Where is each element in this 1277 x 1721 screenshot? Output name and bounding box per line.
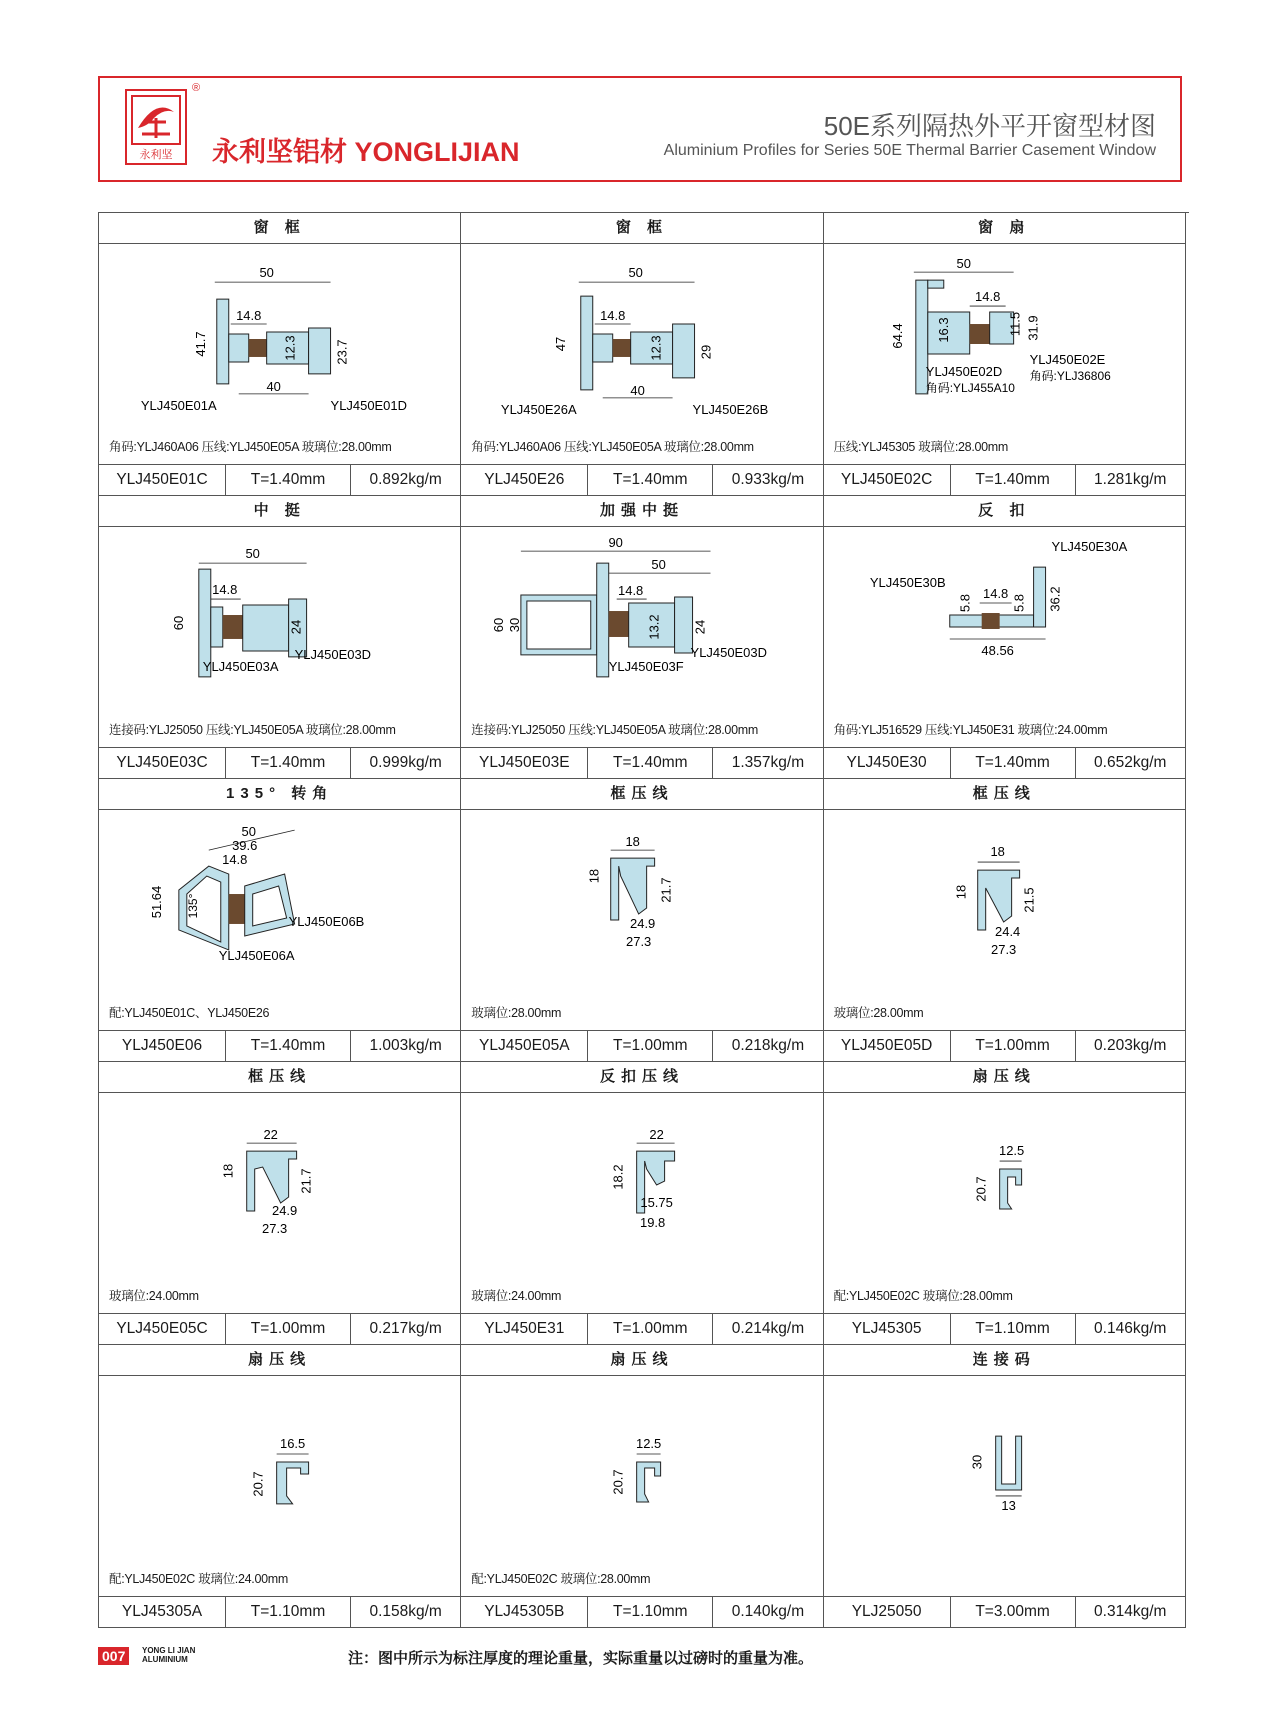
profile-code: YLJ450E30: [824, 748, 951, 778]
dim-label: 60: [491, 617, 507, 633]
dim-label: 11.5: [1007, 311, 1023, 337]
dim-label: 5.8: [1011, 594, 1027, 613]
cell-title: 框压线: [99, 1062, 460, 1093]
cell-note: 配:YLJ450E02C 玻璃位:28.00mm: [471, 1572, 651, 1586]
profile-drawing: [461, 1093, 822, 1283]
part-label: 角码:YLJ36806: [1029, 368, 1111, 383]
logo-text: 永利坚: [139, 149, 173, 161]
cell-title: 扇压线: [824, 1062, 1185, 1093]
cell-note: 压线:YLJ45305 玻璃位:28.00mm: [833, 440, 1009, 454]
profile-drawing: [461, 810, 822, 1000]
dim-label: 14.8: [236, 308, 262, 324]
spec-row: [461, 747, 822, 778]
dim-label: 14.8: [212, 582, 238, 598]
profile-code: YLJ450E01C: [99, 465, 226, 495]
dim-label: 21.5: [1021, 887, 1037, 913]
brand-name: 永利坚铝材 YONGLIJIAN: [212, 137, 520, 167]
spec-row: [824, 747, 1185, 778]
spec-row: [824, 1030, 1185, 1061]
cell-title: 扇压线: [461, 1345, 822, 1376]
dim-label: 16.3: [935, 317, 951, 343]
part-label: YLJ450E03D: [294, 646, 372, 662]
profile-thickness: T=1.10mm: [226, 1597, 351, 1627]
profile-thickness: T=1.00mm: [951, 1031, 1076, 1061]
cell-title: 反 扣: [824, 496, 1185, 527]
dim-label: 27.3: [262, 1220, 288, 1236]
profile-cell: [461, 1062, 823, 1345]
profile-drawing: [99, 1376, 460, 1566]
profile-thickness: T=1.10mm: [951, 1314, 1076, 1344]
profile-cell: [824, 496, 1186, 779]
profile-drawing: [461, 244, 822, 434]
grid-row: [99, 1062, 1189, 1345]
dim-label: 27.3: [990, 941, 1016, 957]
dim-label: 14.8: [974, 289, 1000, 305]
profile-cell: [824, 779, 1186, 1062]
cell-title: 框压线: [461, 779, 822, 810]
dim-label: 40: [630, 382, 646, 398]
profile-drawing: [824, 810, 1185, 1000]
dim-label: 14.8: [222, 852, 248, 868]
profile-cell: [99, 496, 461, 779]
dim-label: 12.3: [282, 335, 298, 361]
profile-drawing: [824, 527, 1185, 717]
part-label: YLJ450E02E: [1029, 351, 1105, 367]
profile-drawing: [99, 810, 460, 1000]
profile-weight: 0.933kg/m: [731, 471, 805, 488]
dim-label: 36.2: [1047, 586, 1063, 612]
grid-row: [99, 779, 1189, 1062]
brand-logo: [124, 88, 188, 166]
profile-thickness: T=1.10mm: [588, 1597, 713, 1627]
profile-thickness: T=1.40mm: [226, 1031, 351, 1061]
profile-weight: 0.140kg/m: [731, 1603, 805, 1620]
spec-row: [99, 1596, 460, 1627]
dim-label: 13.2: [646, 614, 662, 640]
dim-label: 20.7: [250, 1471, 266, 1497]
dim-label: 41.7: [192, 331, 208, 357]
profile-weight: 0.652kg/m: [1094, 754, 1167, 771]
cell-note: 角码:YLJ460A06 压线:YLJ450E05A 玻璃位:28.00mm: [471, 440, 754, 454]
cell-title: 窗 框: [461, 213, 822, 244]
dim-label: 12.3: [648, 335, 664, 361]
part-label: 角码:YLJ455A10: [925, 380, 1015, 395]
profile-weight: 0.892kg/m: [369, 471, 442, 488]
spec-row: [461, 1596, 822, 1627]
profile-code: YLJ450E06: [99, 1031, 226, 1061]
dim-label: 30: [507, 617, 523, 633]
dim-label: 24.4: [994, 923, 1020, 939]
page-number: 007: [98, 1647, 129, 1665]
spec-row: [99, 1313, 460, 1344]
profile-code: YLJ45305B: [461, 1597, 588, 1627]
page-footer: [98, 1645, 1188, 1669]
profile-drawing: [824, 244, 1185, 434]
profile-drawing: [824, 1376, 1185, 1566]
dim-label: 12.5: [636, 1436, 662, 1452]
profile-weight: 0.146kg/m: [1094, 1320, 1167, 1337]
profile-cell: [461, 496, 823, 779]
spec-row: [99, 747, 460, 778]
page-brand-line: ALUMINIUM: [142, 1655, 188, 1664]
profile-cell: [99, 779, 461, 1062]
dim-label: 60: [170, 615, 186, 631]
profile-thickness: T=1.40mm: [588, 465, 713, 495]
dim-label: 15.75: [640, 1194, 674, 1210]
page-subtitle: Aluminium Profiles for Series 50E Thermal Barrier Casement Window: [663, 142, 1156, 159]
profile-cell: [99, 213, 461, 496]
dim-label: 14.8: [618, 583, 644, 599]
spec-row: [824, 1596, 1185, 1627]
part-label: YLJ450E30B: [869, 575, 946, 591]
spec-row: [461, 464, 822, 495]
cell-note: 连接码:YLJ25050 压线:YLJ450E05A 玻璃位:28.00mm: [109, 723, 396, 737]
profile-weight: 0.217kg/m: [369, 1320, 442, 1337]
part-label: YLJ450E30A: [1051, 539, 1127, 555]
profile-code: YLJ45305A: [99, 1597, 226, 1627]
cell-title: 窗 扇: [824, 213, 1185, 244]
dim-label: 21.7: [658, 877, 674, 903]
profile-code: YLJ450E03C: [99, 748, 226, 778]
cell-note: 配:YLJ450E02C 玻璃位:28.00mm: [833, 1289, 1013, 1303]
part-label: YLJ450E03F: [609, 658, 684, 674]
profile-code: YLJ25050: [824, 1597, 951, 1627]
profile-drawing: [461, 1376, 822, 1566]
profile-thickness: T=3.00mm: [951, 1597, 1076, 1627]
cell-title: 连接码: [824, 1345, 1185, 1376]
profile-drawing: [99, 1093, 460, 1283]
cell-title: 扇压线: [99, 1345, 460, 1376]
spec-row: [824, 1313, 1185, 1344]
page-brand: [142, 1646, 195, 1664]
dim-label: 22: [263, 1127, 278, 1143]
cell-note: 角码:YLJ460A06 压线:YLJ450E05A 玻璃位:28.00mm: [109, 440, 392, 454]
dim-label: 24: [288, 619, 304, 635]
profile-drawing: [99, 244, 460, 434]
dim-label: 5.8: [957, 594, 973, 613]
dim-label: 20.7: [610, 1469, 626, 1495]
cell-note: 连接码:YLJ25050 压线:YLJ450E05A 玻璃位:28.00mm: [471, 723, 758, 737]
cell-note: 玻璃位:24.00mm: [471, 1289, 562, 1303]
page-header: [98, 76, 1182, 182]
profile-drawing: [99, 527, 460, 717]
profile-code: YLJ450E03E: [461, 748, 588, 778]
dim-label: 90: [608, 535, 624, 551]
profile-code: YLJ45305: [824, 1314, 951, 1344]
profile-code: YLJ450E05A: [461, 1031, 588, 1061]
spec-row: [99, 1030, 460, 1061]
profile-cell: [461, 779, 823, 1062]
cell-title: 135° 转角: [99, 779, 460, 810]
profile-weight: 0.214kg/m: [731, 1320, 805, 1337]
cell-title: 反扣压线: [461, 1062, 822, 1093]
part-label: YLJ450E26A: [501, 401, 577, 417]
registered-mark: ®: [192, 82, 201, 94]
part-label: YLJ450E06A: [218, 947, 295, 963]
profile-thickness: T=1.00mm: [226, 1314, 351, 1344]
dim-label: 18: [625, 834, 641, 850]
part-label: YLJ450E01D: [330, 397, 407, 413]
spec-row: [461, 1030, 822, 1061]
dim-label: 40: [266, 378, 281, 394]
dim-label: 13: [1001, 1497, 1016, 1513]
dim-label: 24.9: [272, 1202, 298, 1218]
dim-label: 29: [698, 344, 714, 360]
dim-label: 24: [692, 619, 708, 635]
dim-label: 14.8: [982, 586, 1008, 602]
profile-thickness: T=1.40mm: [226, 465, 351, 495]
dim-label: 50: [245, 546, 260, 562]
profile-weight: 0.218kg/m: [731, 1037, 805, 1054]
dim-label: 27.3: [626, 933, 652, 949]
cell-note: 配:YLJ450E01C、YLJ450E26: [109, 1006, 270, 1020]
page-title: 50E系列隔热外平开窗型材图: [823, 111, 1156, 141]
dim-label: 18: [953, 884, 969, 900]
dim-label: 23.7: [334, 339, 350, 365]
part-label: YLJ450E01A: [140, 397, 217, 413]
dim-label: 51.64: [148, 885, 164, 919]
profile-weight: 1.281kg/m: [1094, 471, 1167, 488]
profile-weight: 0.314kg/m: [1094, 1603, 1167, 1620]
profile-thickness: T=1.00mm: [588, 1031, 713, 1061]
grid-row: [99, 496, 1189, 779]
profile-thickness: T=1.40mm: [951, 748, 1076, 778]
grid-row: [99, 213, 1189, 496]
spec-row: [99, 464, 460, 495]
dim-label: 39.6: [232, 838, 258, 854]
part-label: YLJ450E03A: [202, 658, 279, 674]
footnote: 注：图中所示为标注厚度的理论重量，实际重量以过磅时的重量为准。: [348, 1650, 814, 1667]
dim-label: 24.9: [630, 915, 656, 931]
dim-label: 16.5: [279, 1436, 306, 1452]
profile-weight: 0.203kg/m: [1094, 1037, 1167, 1054]
dim-label: 12.5: [998, 1143, 1024, 1159]
dim-label: 21.7: [298, 1168, 314, 1194]
cell-title: 加强中挺: [461, 496, 822, 527]
cell-note: 玻璃位:28.00mm: [471, 1006, 562, 1020]
profile-weight: 1.357kg/m: [731, 754, 805, 771]
profile-grid: [98, 212, 1189, 1628]
dim-label: 64.4: [889, 323, 905, 349]
dim-label: 14.8: [600, 308, 626, 324]
profile-code: YLJ450E05D: [824, 1031, 951, 1061]
profile-cell: [824, 1062, 1186, 1345]
dim-label: 48.56: [981, 642, 1014, 658]
dim-label: 30: [969, 1454, 985, 1470]
profile-cell: [461, 213, 823, 496]
grid-row: [99, 1345, 1189, 1628]
profile-cell: [824, 213, 1186, 496]
profile-thickness: T=1.00mm: [588, 1314, 713, 1344]
cell-title: 框压线: [824, 779, 1185, 810]
cell-note: 角码:YLJ516529 压线:YLJ450E31 玻璃位:24.00mm: [833, 723, 1108, 737]
profile-code: YLJ450E05C: [99, 1314, 226, 1344]
cell-note: 玻璃位:28.00mm: [833, 1006, 924, 1020]
spec-row: [824, 464, 1185, 495]
profile-cell: [461, 1345, 823, 1628]
page-brand-line: YONG LI JIAN: [142, 1646, 196, 1655]
part-label: YLJ450E06B: [288, 913, 365, 929]
dim-label: 47: [553, 336, 569, 352]
dim-label: 18.2: [610, 1164, 626, 1190]
dim-label: 135°: [185, 893, 200, 919]
dim-label: 31.9: [1025, 315, 1041, 341]
dim-label: 50: [628, 265, 644, 281]
cell-note: 配:YLJ450E02C 玻璃位:24.00mm: [109, 1572, 288, 1586]
part-label: YLJ450E26B: [692, 401, 769, 417]
dim-label: 50: [241, 824, 256, 840]
dim-label: 18: [220, 1163, 236, 1179]
profile-weight: 0.999kg/m: [369, 754, 442, 771]
profile-cell: [824, 1345, 1186, 1628]
profile-cell: [99, 1062, 461, 1345]
spec-row: [461, 1313, 822, 1344]
profile-code: YLJ450E02C: [824, 465, 951, 495]
profile-drawing: [824, 1093, 1185, 1283]
profile-thickness: T=1.40mm: [588, 748, 713, 778]
profile-thickness: T=1.40mm: [951, 465, 1076, 495]
dim-label: 18: [990, 844, 1005, 860]
dim-label: 50: [259, 265, 274, 281]
part-label: YLJ450E02D: [925, 363, 1002, 379]
cell-note: 玻璃位:24.00mm: [109, 1289, 199, 1303]
profile-weight: 1.003kg/m: [369, 1037, 442, 1054]
profile-drawing: [461, 527, 822, 717]
cell-title: 中 挺: [99, 496, 460, 527]
profile-code: YLJ450E26: [461, 465, 588, 495]
cell-title: 窗 框: [99, 213, 460, 244]
dim-label: 22: [649, 1127, 665, 1143]
profile-code: YLJ450E31: [461, 1314, 588, 1344]
part-label: YLJ450E03D: [690, 644, 768, 660]
dim-label: 18: [587, 868, 603, 884]
dim-label: 50: [651, 557, 667, 573]
dim-label: 19.8: [640, 1214, 666, 1230]
profile-cell: [99, 1345, 461, 1628]
profile-thickness: T=1.40mm: [226, 748, 351, 778]
dim-label: 20.7: [973, 1176, 989, 1202]
dim-label: 50: [956, 256, 971, 272]
profile-weight: 0.158kg/m: [369, 1603, 442, 1620]
